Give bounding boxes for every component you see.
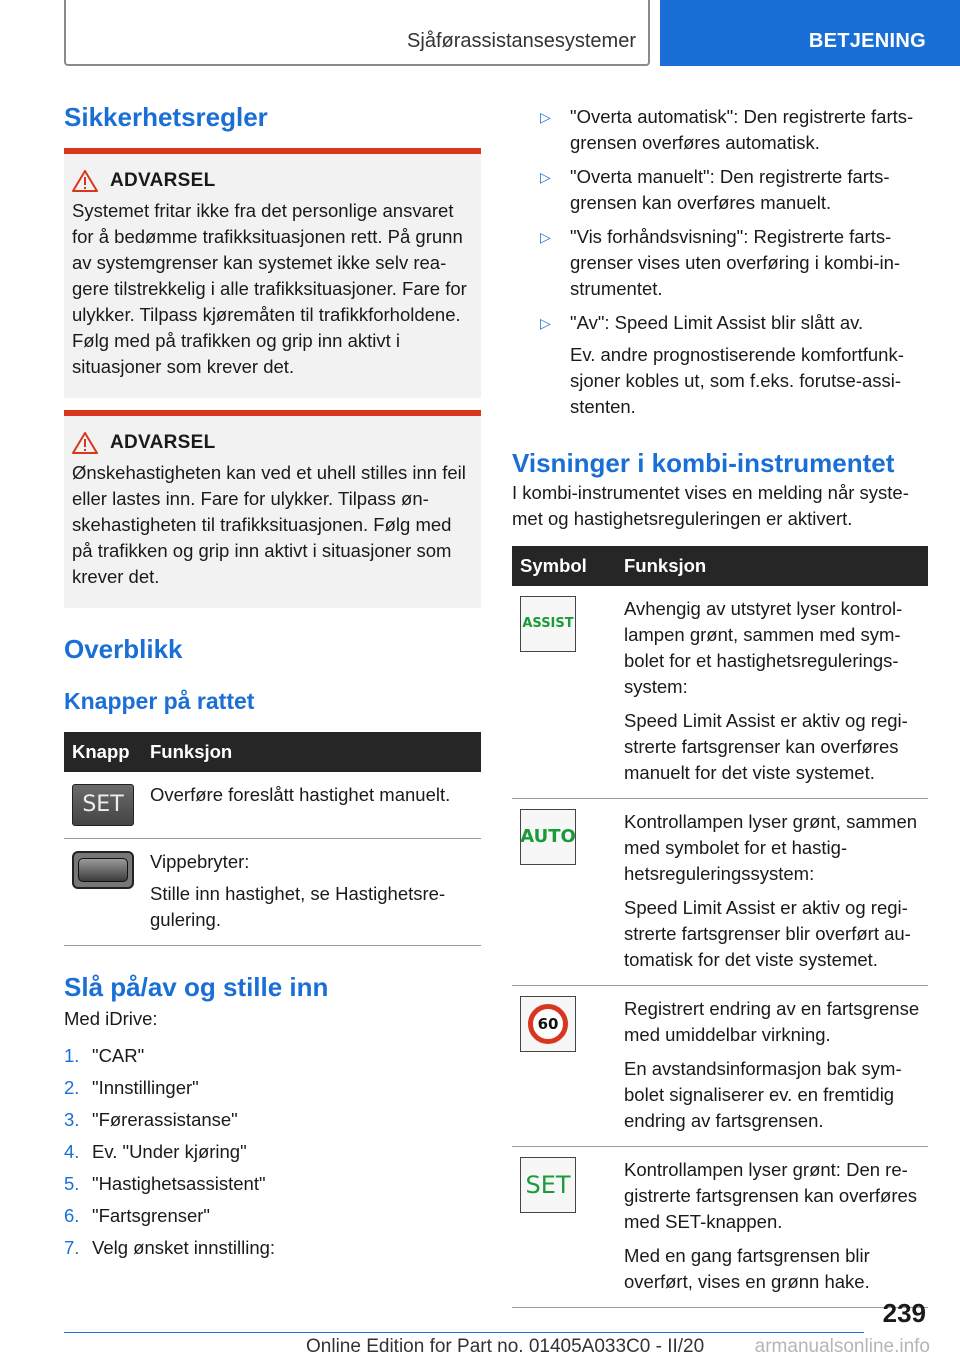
list-item: 7. Velg ønsket innstilling: [64, 1237, 276, 1258]
function-text: Overføre foreslått hastighet manuelt. [150, 784, 451, 805]
function-text: Stille inn hastighet, se Hastighetsregulering. [150, 883, 446, 930]
triangle-bullet-icon: ▷ [540, 229, 551, 245]
warning-title: ADVARSEL [110, 170, 216, 191]
table-row [512, 1147, 928, 1308]
triangle-bullet-icon: ▷ [540, 315, 551, 331]
warning-triangle-icon [72, 170, 98, 192]
set-symbol-icon: SET [520, 1157, 576, 1213]
idrive-intro: Med iDrive: [64, 1008, 158, 1029]
list-item: ▷ "Overta manuelt": Den registrerte fartsgrensen kan overføres manuelt. [512, 164, 928, 216]
col-header-function: Funksjon [142, 732, 481, 772]
function-text: Kontrollampen lyser grønt: Den registrerte fartsgrensen kan overføres med SET-knappen. [624, 1159, 918, 1232]
header-section-box [64, 0, 650, 66]
warning-text: Ønskehastigheten kan ved et uhell stilles inn feil eller lastes inn. Fare for ulykker. Tilpass ønskehastigheten til trafikksituasjonen. Følg med på trafikken og grip inn aktivt i situasjoner som krever det. [72, 462, 466, 587]
options-note: Ev. andre prognostiserende komfortfunksjoner kobles ut, som f.eks. forutse-assistenten. [570, 344, 904, 417]
page-number: 239 [882, 1298, 926, 1328]
right-column [512, 104, 928, 1308]
list-item: 4. Ev. "Under kjøring" [64, 1141, 247, 1162]
triangle-bullet-icon: ▷ [540, 109, 551, 125]
footer-divider [64, 1332, 864, 1333]
display-intro: I kombi-instrumentet vises en melding når systemet og hastighetsreguleringen er aktivert. [512, 482, 909, 529]
header-chapter-box[interactable] [660, 0, 960, 66]
buttons-subheading: Knapper på rattet [64, 688, 255, 714]
table-row [512, 799, 928, 986]
table-row [64, 839, 481, 946]
list-item: 5. "Hastighetsassistent" [64, 1173, 266, 1194]
rocker-switch-icon [72, 851, 134, 889]
symbols-table [512, 546, 928, 1308]
overview-heading: Overblikk [64, 634, 183, 664]
function-text: Registrert endring av en fartsgrense med umiddelbar virkning. [624, 998, 920, 1045]
steps-list [64, 1040, 481, 1264]
function-text: Kontrollampen lyser grønt, sammen med symbolet for et hastighetsreguleringssystem: [624, 811, 918, 884]
speed-limit-60-icon: 60 [520, 996, 576, 1052]
col-header-button: Knapp [64, 732, 142, 772]
function-text: Vippebryter: [150, 851, 250, 872]
table-row [512, 586, 928, 799]
function-text: En avstandsinformasjon bak symbolet signaliserer ev. en fremtidig endring av fartsgrensen. [624, 1058, 902, 1131]
warning-title: ADVARSEL [110, 432, 216, 453]
list-item: 1. "CAR" [64, 1045, 145, 1066]
list-item: 2. "Innstillinger" [64, 1077, 199, 1098]
list-item: ▷ "Av": Speed Limit Assist blir slått av. [512, 310, 928, 336]
left-column [64, 100, 481, 1264]
warning-triangle-icon [72, 432, 98, 454]
warning-box-2 [64, 410, 481, 608]
edition-text: Online Edition for Part no. 01405A033C0 - II/20 [306, 1336, 705, 1357]
chapter-title[interactable]: BETJENING [808, 30, 926, 52]
triangle-bullet-icon: ▷ [540, 169, 551, 185]
onoff-heading: Slå på/av og stille inn [64, 972, 329, 1002]
assist-symbol-icon: ASSIST [520, 596, 576, 652]
function-text: Med en gang fartsgrensen blir overført, vises en grønn hake. [624, 1245, 870, 1292]
table-row [64, 772, 481, 839]
function-text: Speed Limit Assist er aktiv og registrerte fartsgrenser kan overføres manuelt for det viste systemet. [624, 710, 908, 783]
list-item: ▷ "Vis forhåndsvisning": Registrerte fartsgrenser vises uten overføring i kombi-instrumentet. [512, 224, 928, 302]
options-list [512, 104, 928, 336]
safety-heading: Sikkerhetsregler [64, 102, 268, 132]
function-text: Speed Limit Assist er aktiv og registrerte fartsgrenser blir overført automatisk for det viste systemet. [624, 897, 911, 970]
set-button-icon: SET [72, 784, 134, 826]
table-row [512, 986, 928, 1147]
warning-box-1 [64, 148, 481, 398]
col-header-symbol: Symbol [512, 546, 616, 586]
list-item: 6. "Fartsgrenser" [64, 1205, 211, 1226]
auto-symbol-icon: AUTO [520, 809, 576, 865]
watermark: armanualsonline.info [754, 1336, 930, 1357]
col-header-function: Funksjon [616, 546, 928, 586]
section-title: Sjåførassistansesystemer [407, 30, 636, 52]
buttons-table [64, 732, 481, 946]
warning-text: Systemet fritar ikke fra det personlige ansvaret for å bedømme trafikksituasjonen rett. På grunn av systemgrenser kan systemet ikke selv reagere tilstrekkelig i alle trafikksituasjoner. Fare for ulykker. Tilpass kjøremåten til trafikkforholdene. Følg med på trafikken og grip inn aktivt i situasjoner som krever det. [72, 200, 467, 377]
function-text: Avhengig av utstyret lyser kontrollampen grønt, sammen med symbolet for et hastighetsreguleringssystem: [624, 598, 903, 697]
display-heading: Visninger i kombi-instrumentet [512, 448, 895, 478]
list-item: 3. "Førerassistanse" [64, 1109, 238, 1130]
list-item: ▷ "Overta automatisk": Den registrerte fartsgrensen overføres automatisk. [512, 104, 928, 156]
